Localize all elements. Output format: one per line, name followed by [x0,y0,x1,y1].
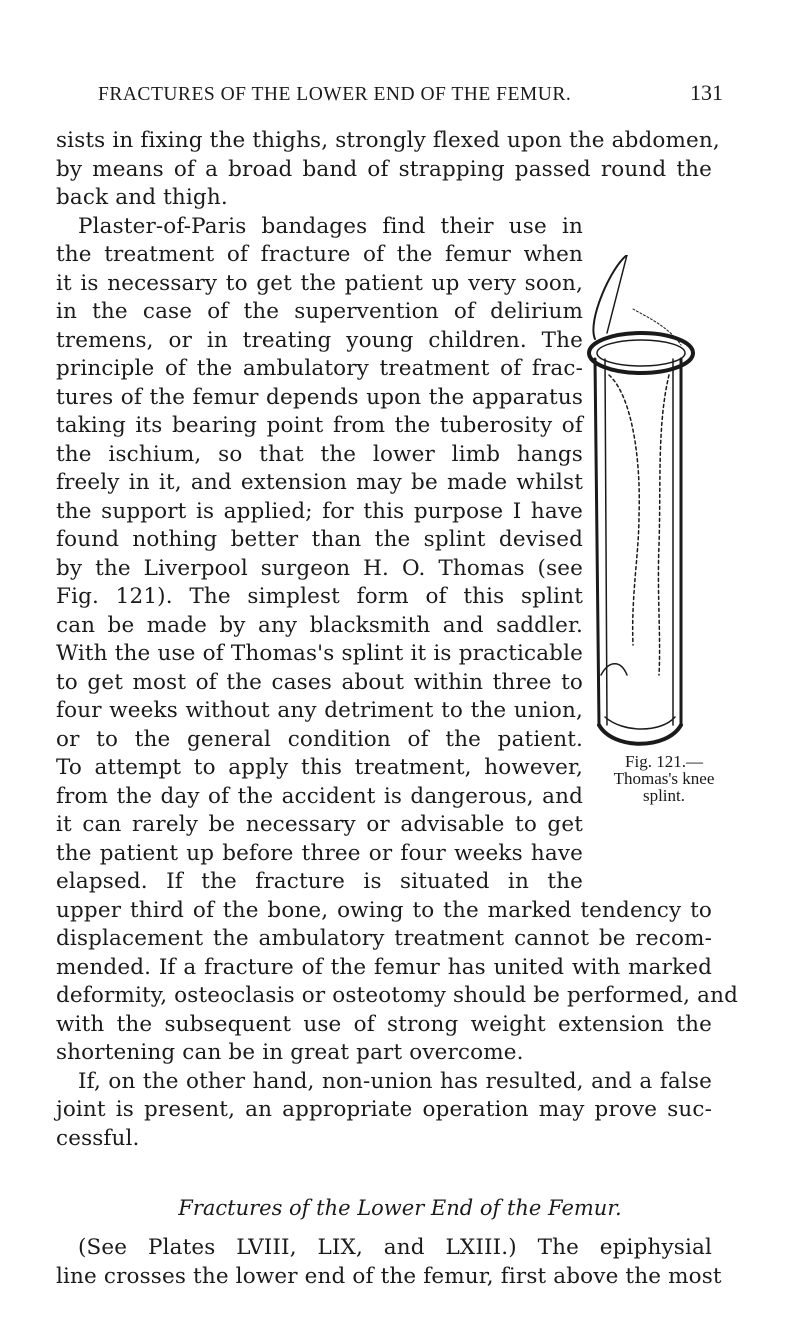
text-line: Fig. 121). The simplest form of this splint [56,584,583,609]
page-number: 131 [690,80,723,105]
figure-caption [606,753,722,804]
text-line: four weeks without any detriment to the union, [56,698,583,723]
ring-inner-edge [597,340,685,366]
text-line: tures of the femur depends upon the apparatus [56,385,583,410]
text-line: deformity, osteoclasis or osteotomy should be performed, and [56,983,738,1008]
text-line: displacement the ambulatory treatment cannot be recom- [56,926,712,951]
text-line: the support is applied; for this purpose I have [56,499,583,524]
text-line: mended. If a fracture of the femur has united with marked [56,955,712,980]
running-head-title: FRACTURES OF THE LOWER END OF THE FEMUR. [98,84,572,105]
text-line: With the use of Thomas's splint it is practicable [56,641,583,666]
text-line: by means of a broad band of strapping passed round the [56,157,712,182]
caption-line: splint. [642,786,686,805]
section-heading: Fractures of the Lower End of the Femur. [178,1196,622,1220]
text-line: If, on the other hand, non-union has resulted, and a false [78,1069,712,1094]
text-line: it is necessary to get the patient up very soon, [56,271,583,296]
text-line: taking its bearing point from the tuberosity of [56,413,583,438]
text-line: principle of the ambulatory treatment of frac- [56,356,583,381]
running-header [98,80,723,106]
thomas-splint-figure [583,255,699,755]
splint-foot-end [599,725,681,744]
text-line: the treatment of fracture of the femur when [56,242,583,267]
text-line: by the Liverpool surgeon H. O. Thomas (see [56,556,583,581]
text-line: can be made by any blacksmith and saddler. [56,613,583,638]
text-line: found nothing better than the splint devised [56,527,583,552]
text-line: to get most of the cases about within three to [56,670,583,695]
thomas-splint-illustration [589,255,693,744]
caption-line: Thomas's knee [613,769,715,788]
text-line: freely in it, and extension may be made whilst [56,470,583,495]
limb-outline-left [609,375,639,645]
text-line: it can rarely be necessary or advisable to get [56,812,583,837]
text-line: To attempt to apply this treatment, however, [56,755,583,780]
text-line: joint is present, an appropriate operation may prove suc- [56,1097,712,1122]
text-line: in the case of the supervention of delirium [56,299,583,324]
text-line: line crosses the lower end of the femur, first above the most [56,1264,722,1289]
lower-bandage [601,664,627,675]
ring-left-strap [593,255,627,339]
text-line: back and thigh. [56,185,228,210]
text-line: cessful. [56,1126,140,1151]
caption-line: Fig. 121.— [625,752,703,771]
text-line: shortening can be in great part overcome. [56,1040,524,1065]
splint-foot-inner [605,717,675,729]
limb-outline-right [658,375,669,675]
text-line: (See Plates LVIII, LIX, and LXIII.) The epiphysial [78,1235,712,1260]
text-line: from the day of the accident is dangerous, and [56,784,583,809]
text-line: elapsed. If the fracture is situated in the [56,869,583,894]
text-line: sists in fixing the thighs, strongly flexed upon the abdomen, [56,128,720,153]
outer-rod [595,359,599,725]
text-line: upper third of the bone, owing to the marked tendency to [56,898,712,923]
outer-rod-edge [605,359,607,725]
text-line: with the subsequent use of strong weight extension the [56,1012,712,1037]
text-line: the ischium, so that the lower limb hangs [56,442,583,467]
text-line: the patient up before three or four weeks have [56,841,583,866]
text-line: or to the general condition of the patient. [56,727,583,752]
text-line: tremens, or in treating young children. The [56,328,583,353]
text-line: Plaster-of-Paris bandages find their use in [78,214,583,239]
